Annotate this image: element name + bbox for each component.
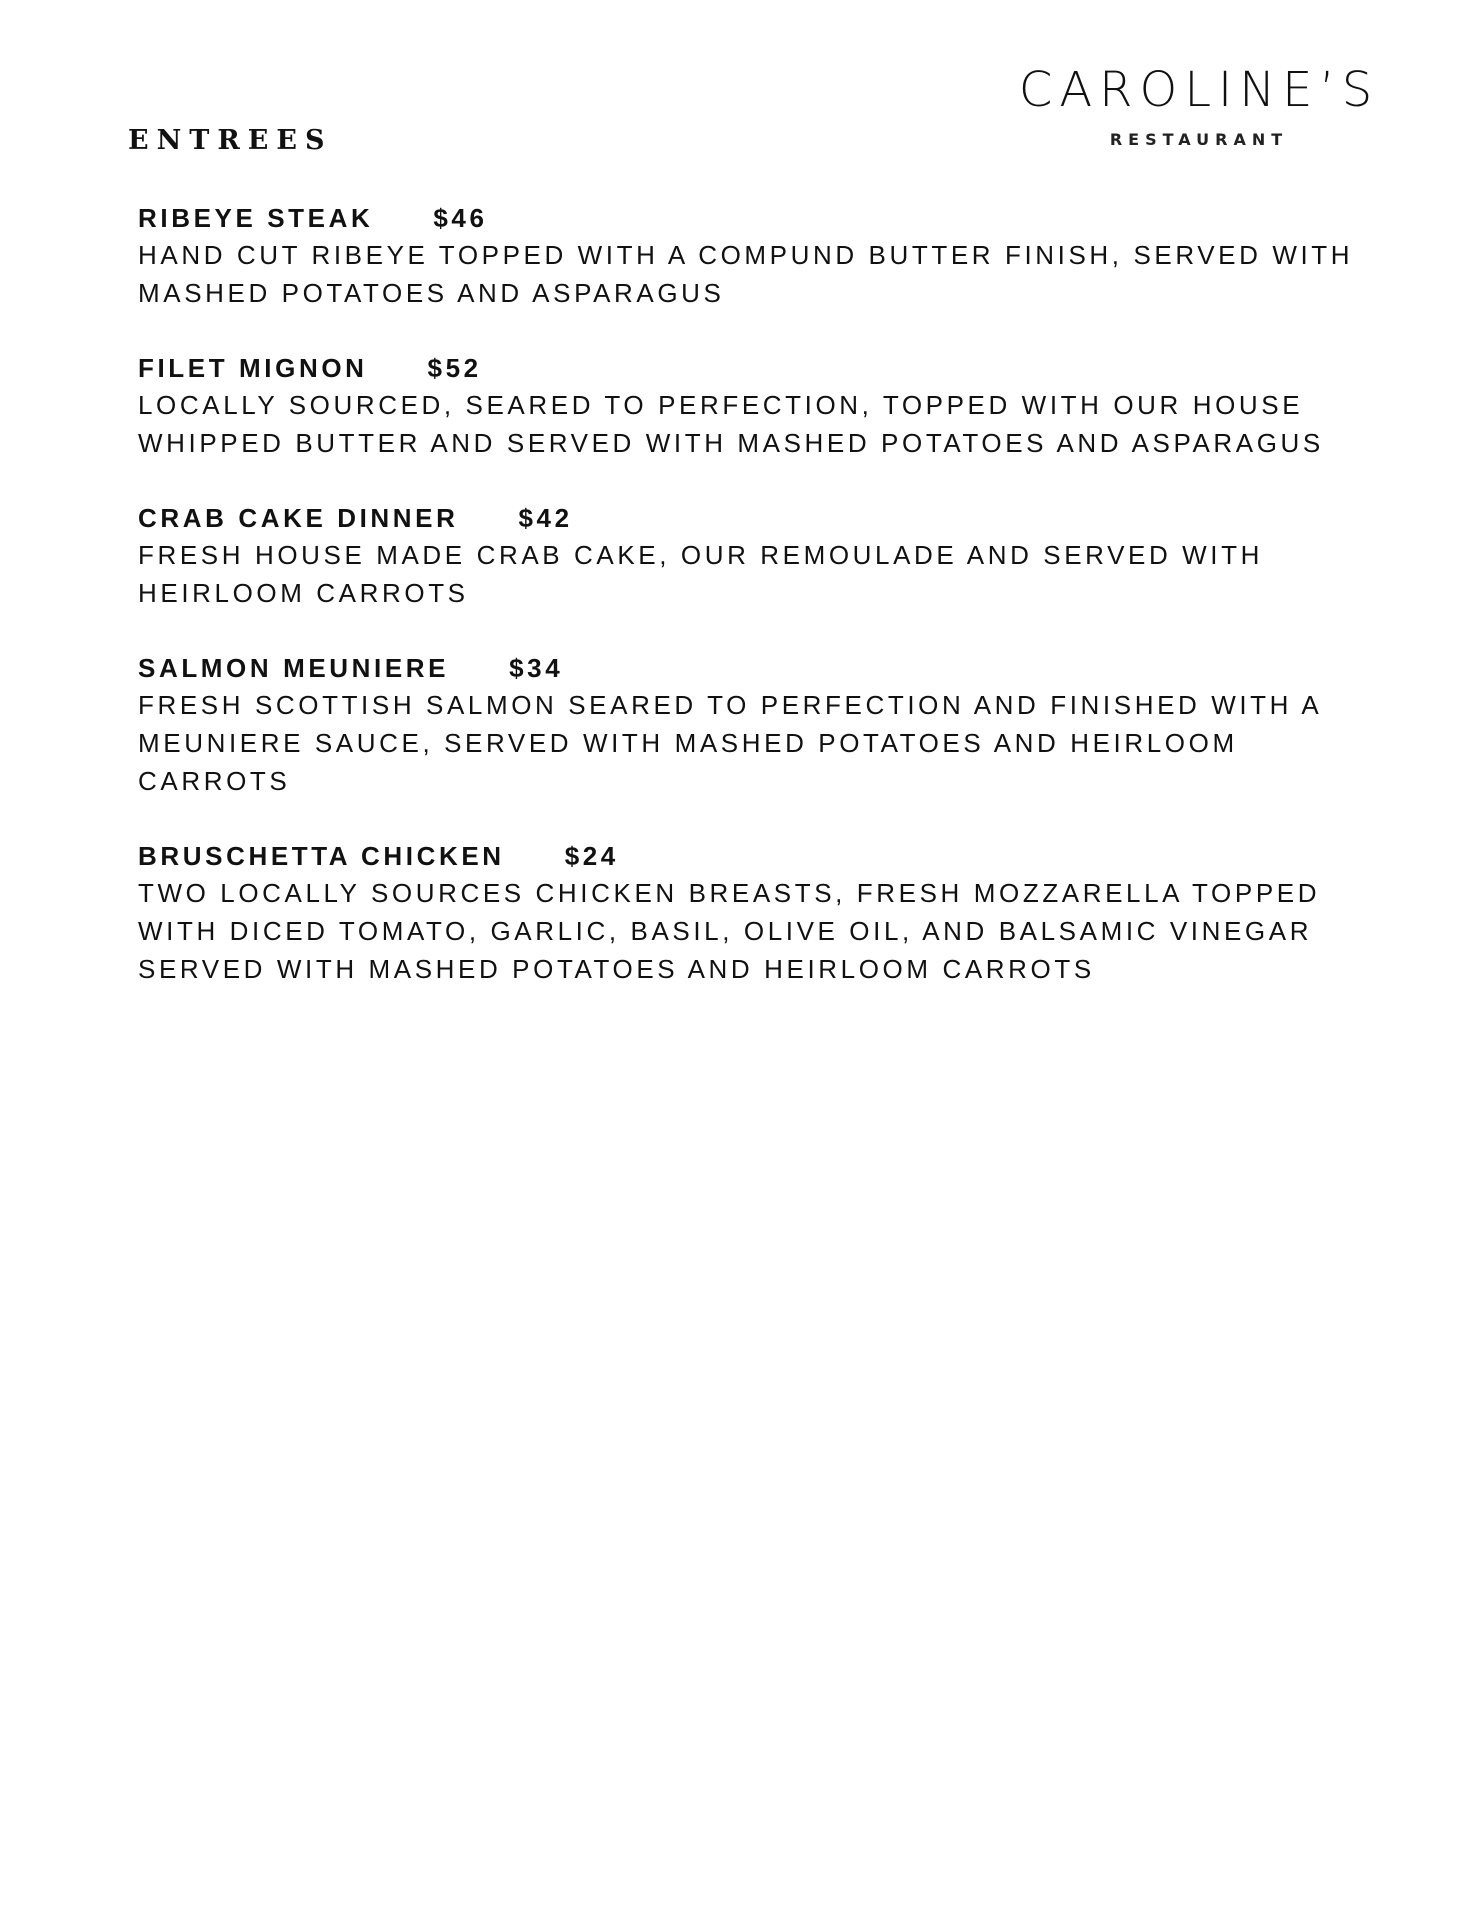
menu-item-name: FILET MIGNON: [138, 353, 368, 383]
menu-item-price: $46: [433, 203, 488, 233]
menu-item: [138, 650, 1368, 800]
menu-item-price: $24: [564, 841, 619, 871]
menu-item: [138, 350, 1368, 462]
menu-item-description: FRESH HOUSE MADE CRAB CAKE, OUR REMOULADE AND SERVED WITH HEIRLOOM CARROTS: [138, 540, 1263, 608]
menu-item-price: $52: [427, 353, 482, 383]
section-title: ENTREES: [128, 125, 333, 156]
menu-item: [138, 200, 1368, 312]
menu-item-price: $42: [518, 503, 573, 533]
menu-item-header: [138, 500, 1368, 536]
restaurant-subtitle: RESTAURANT: [1109, 130, 1289, 149]
menu-item-name: SALMON MEUNIERE: [138, 653, 450, 683]
menu-item: [138, 500, 1368, 612]
menu-item-description: TWO LOCALLY SOURCES CHICKEN BREASTS, FRESH MOZZARELLA TOPPED WITH DICED TOMATO, GARLIC, BASIL, OLIVE OIL, AND BALSAMIC VINEGAR SERVED WITH MASHED POTATOES AND HEIRLOOM CARROTS: [138, 878, 1321, 984]
menu-item-name: CRAB CAKE DINNER: [138, 503, 459, 533]
menu-item-price: $34: [509, 653, 564, 683]
menu-item-description: HAND CUT RIBEYE TOPPED WITH A COMPUND BUTTER FINISH, SERVED WITH MASHED POTATOES AND ASPARAGUS: [138, 240, 1354, 308]
menu-item-header: [138, 838, 1368, 874]
menu-item-name: BRUSCHETTA CHICKEN: [138, 841, 505, 871]
menu-item: [138, 838, 1368, 988]
restaurant-logo: [989, 62, 1409, 150]
menu-item-description: FRESH SCOTTISH SALMON SEARED TO PERFECTION AND FINISHED WITH A MEUNIERE SAUCE, SERVED WITH MASHED POTATOES AND HEIRLOOM CARROTS: [138, 690, 1321, 796]
menu-item-name: RIBEYE STEAK: [138, 203, 374, 233]
menu-list: [138, 200, 1368, 1026]
menu-item-header: [138, 650, 1368, 686]
menu-item-header: [138, 200, 1368, 236]
menu-item-header: [138, 350, 1368, 386]
restaurant-name: CAROLINE’S: [1018, 62, 1380, 118]
menu-item-description: LOCALLY SOURCED, SEARED TO PERFECTION, TOPPED WITH OUR HOUSE WHIPPED BUTTER AND SERVED WITH MASHED POTATOES AND ASPARAGUS: [138, 390, 1324, 458]
